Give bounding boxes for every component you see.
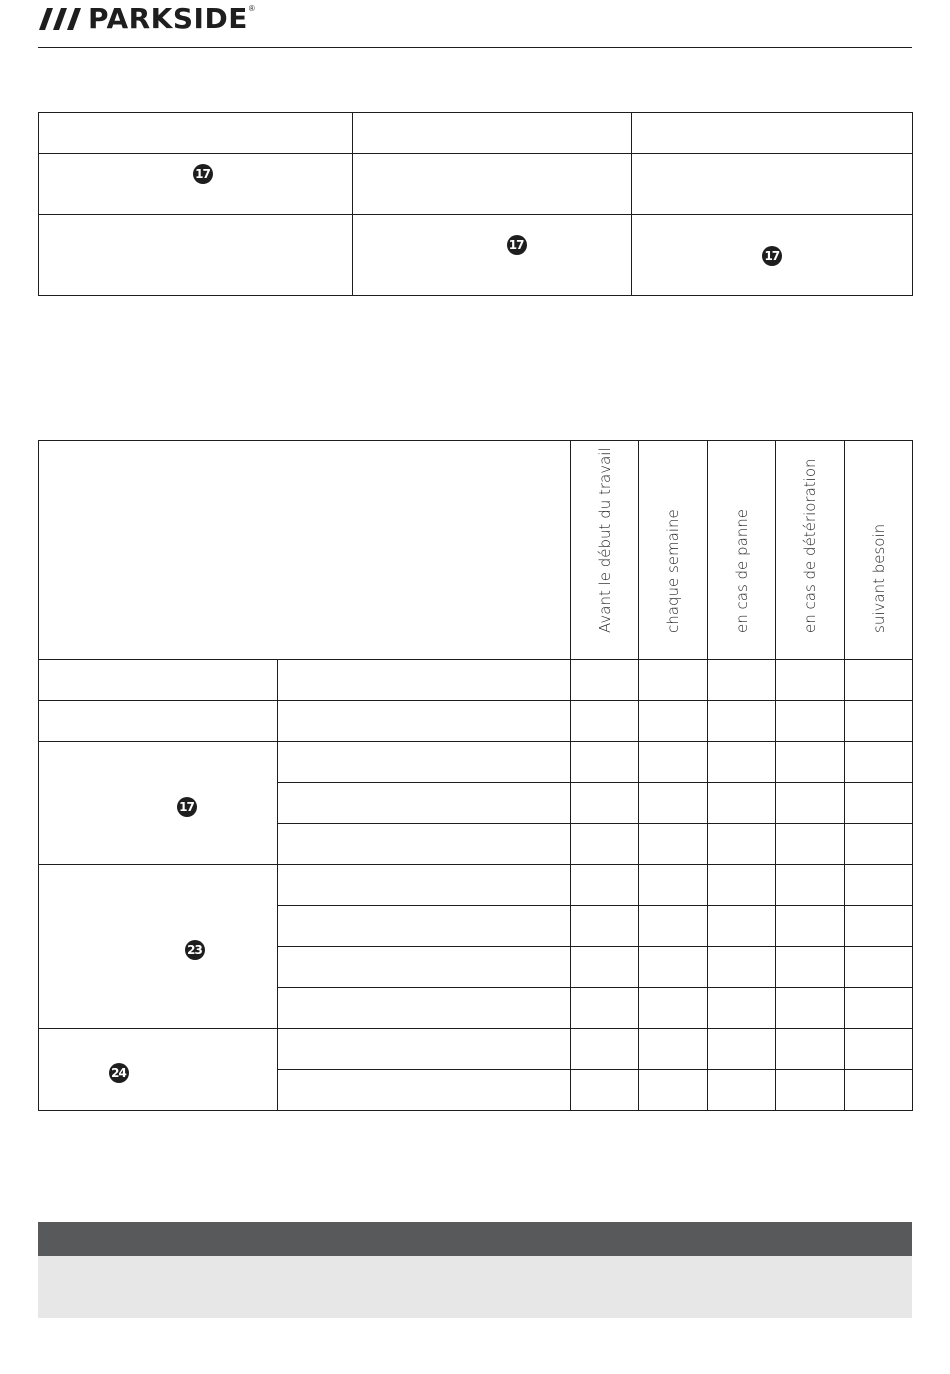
table-cell (845, 783, 913, 824)
table-cell (639, 783, 708, 824)
table-cell (571, 660, 639, 701)
table-cell (845, 824, 913, 865)
table-cell (277, 1070, 571, 1111)
table-cell (639, 1029, 708, 1070)
table-cell (277, 742, 571, 783)
table-cell (776, 906, 845, 947)
part-number-badge: 17 (507, 235, 527, 255)
table-row (39, 865, 913, 906)
table-cell (277, 824, 571, 865)
table-cell (277, 947, 571, 988)
table-row (39, 113, 913, 154)
table-cell (639, 906, 708, 947)
column-header (639, 441, 708, 660)
part-number-badge: 23 (185, 940, 205, 960)
group-cell (39, 1029, 278, 1111)
table-cell (632, 215, 913, 296)
table-cell (571, 947, 639, 988)
table-cell (776, 742, 845, 783)
group-cell (39, 865, 278, 1029)
table-cell (776, 947, 845, 988)
column-header-label: chaque semaine (664, 509, 683, 633)
table-cell (571, 742, 639, 783)
table-cell (708, 988, 776, 1029)
table-cell (845, 947, 913, 988)
table-cell (708, 742, 776, 783)
table-cell (708, 1070, 776, 1111)
table-cell (352, 113, 632, 154)
group-cell (39, 742, 278, 865)
header-divider (38, 47, 912, 48)
table-cell (352, 154, 632, 215)
table-cell (39, 701, 278, 742)
column-header-label: suivant besoin (869, 523, 888, 633)
table-cell (571, 1070, 639, 1111)
column-header-label: Avant le début du travail (595, 447, 614, 633)
table-cell (277, 906, 571, 947)
table-cell (639, 701, 708, 742)
table-cell (845, 865, 913, 906)
table-cell (571, 865, 639, 906)
table-cell (277, 865, 571, 906)
table-cell (639, 660, 708, 701)
table-cell (352, 215, 632, 296)
table-cell (277, 660, 571, 701)
column-header (776, 441, 845, 660)
column-header (571, 441, 639, 660)
table-cell (277, 783, 571, 824)
table-cell (845, 988, 913, 1029)
part-number-badge: 17 (193, 164, 213, 184)
table-cell (708, 906, 776, 947)
table-row (39, 215, 913, 296)
table-cell (632, 154, 913, 215)
table-cell (39, 154, 353, 215)
table-cell (571, 701, 639, 742)
table-cell (277, 988, 571, 1029)
registered-mark: ® (248, 4, 255, 13)
table-cell (708, 1029, 776, 1070)
table-cell (845, 742, 913, 783)
table-cell (639, 1070, 708, 1111)
table-row (39, 742, 913, 783)
troubleshooting-table (38, 112, 913, 296)
table-cell (39, 113, 353, 154)
table-header-row (39, 441, 913, 660)
table-cell (639, 865, 708, 906)
table-cell (39, 660, 278, 701)
table-cell (845, 701, 913, 742)
table-cell (845, 1070, 913, 1111)
table-row (39, 660, 913, 701)
table-cell (639, 824, 708, 865)
maintenance-schedule-table (38, 440, 913, 1111)
note-box-header (38, 1222, 912, 1256)
table-cell (571, 988, 639, 1029)
table-cell (639, 947, 708, 988)
table-cell (639, 742, 708, 783)
table-cell (708, 947, 776, 988)
brand-logo (38, 2, 255, 36)
table-cell (776, 824, 845, 865)
part-number-badge: 17 (177, 797, 197, 817)
brand-slashes-icon (38, 6, 84, 32)
column-header (708, 441, 776, 660)
table-cell (776, 1070, 845, 1111)
table-cell (776, 783, 845, 824)
part-number-badge: 24 (109, 1063, 129, 1083)
table-cell (708, 783, 776, 824)
table-cell (845, 906, 913, 947)
table-cell (39, 215, 353, 296)
table-header-cell (39, 441, 571, 660)
table-cell (776, 660, 845, 701)
table-cell (277, 1029, 571, 1070)
table-cell (708, 824, 776, 865)
table-cell (845, 1029, 913, 1070)
table-cell (571, 906, 639, 947)
table-row (39, 701, 913, 742)
table-cell (571, 783, 639, 824)
table-cell (776, 701, 845, 742)
column-header-label: en cas de détérioration (801, 458, 820, 633)
table-cell (277, 701, 571, 742)
column-header-label: en cas de panne (732, 509, 751, 633)
note-box-body (38, 1256, 912, 1318)
table-cell (632, 113, 913, 154)
table-cell (639, 988, 708, 1029)
table-cell (708, 660, 776, 701)
part-number-badge: 17 (762, 246, 782, 266)
brand-wordmark: PARKSIDE (88, 2, 248, 35)
table-cell (708, 865, 776, 906)
table-cell (776, 988, 845, 1029)
table-row (39, 154, 913, 215)
table-cell (571, 824, 639, 865)
table-cell (845, 660, 913, 701)
table-cell (571, 1029, 639, 1070)
column-header (845, 441, 913, 660)
table-row (39, 1029, 913, 1070)
table-cell (776, 865, 845, 906)
table-cell (708, 701, 776, 742)
table-cell (776, 1029, 845, 1070)
